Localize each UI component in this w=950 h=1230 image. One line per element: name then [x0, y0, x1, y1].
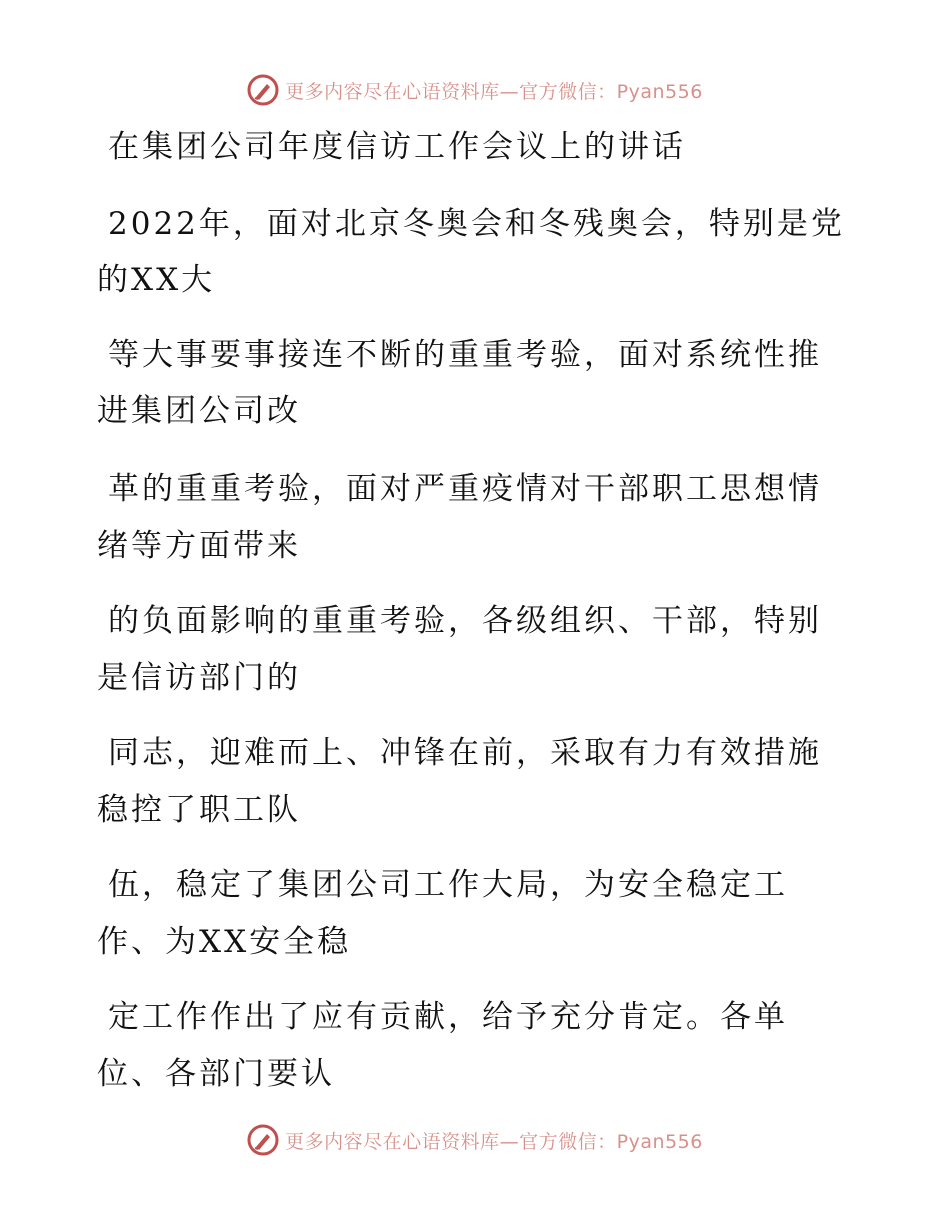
paragraph-line: 位、各部门要认: [97, 1056, 335, 1092]
paragraph-line: 绪等方面带来: [97, 528, 301, 564]
paragraph-line: 革的重重考验，面对严重疫情对干部职工思想情: [108, 471, 822, 507]
paragraph-line: 2022年，面对北京冬奥会和冬残奥会，特别是党: [108, 206, 845, 242]
paragraph-line: 同志，迎难而上、冲锋在前，采取有力有效措施: [108, 735, 822, 771]
paragraph-line: 作、为XX安全稳: [97, 924, 352, 960]
header-watermark: [0, 70, 950, 110]
pen-logo-icon: [247, 1124, 279, 1156]
paragraph-line: 的XX大: [97, 262, 216, 298]
watermark-text: 更多内容尽在心语资料库—官方微信：Pyan556: [285, 1130, 703, 1153]
paragraph-line: 稳控了职工队: [97, 792, 301, 828]
paragraph-line: 伍，稳定了集团公司工作大局，为安全稳定工: [108, 867, 788, 903]
watermark-text: 更多内容尽在心语资料库—官方微信：Pyan556: [285, 80, 703, 103]
document-title: 在集团公司年度信访工作会议上的讲话: [108, 129, 686, 165]
pen-logo-icon: [247, 74, 279, 106]
paragraph-line: 的负面影响的重重考验，各级组织、干部，特别: [108, 603, 822, 639]
paragraph-line: 是信访部门的: [97, 660, 301, 696]
paragraph-line: 进集团公司改: [97, 393, 301, 429]
paragraph-line: 等大事要事接连不断的重重考验，面对系统性推: [108, 337, 822, 373]
footer-watermark: [0, 1120, 950, 1160]
paragraph-line: 定工作作出了应有贡献，给予充分肯定。各单: [108, 999, 788, 1035]
